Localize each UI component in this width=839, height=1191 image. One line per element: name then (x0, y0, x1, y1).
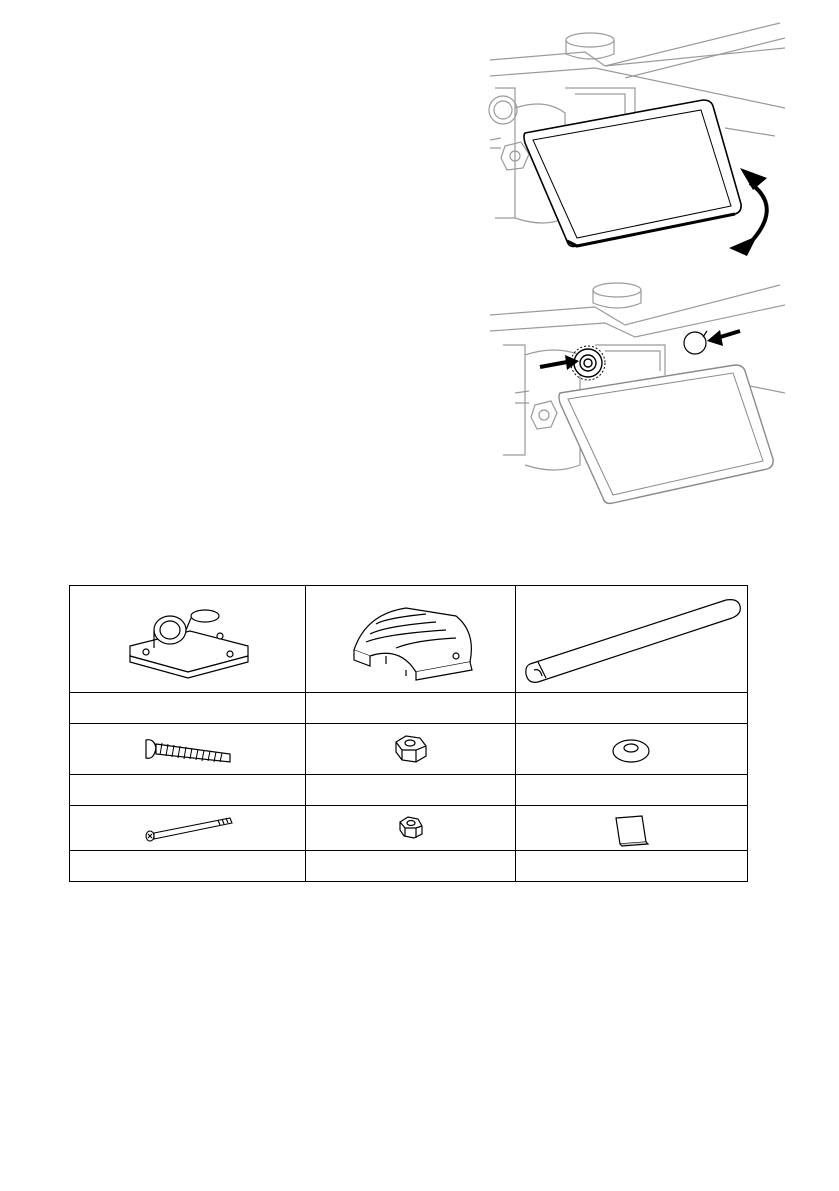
mounting-base-part (70, 586, 306, 693)
part-label (306, 693, 516, 724)
parts-image-row (70, 806, 748, 851)
parts-label-row (70, 693, 748, 724)
pad-part (516, 806, 748, 851)
parts-label-row (70, 851, 748, 882)
hex-nut-part (306, 724, 516, 775)
display-tilt-illustration (485, 18, 785, 266)
parts-image-row (70, 586, 748, 693)
clamp-cover-part (306, 586, 516, 693)
parts-table (69, 585, 748, 882)
part-label (306, 851, 516, 882)
part-label (70, 693, 306, 724)
tilt-arrow-icon (747, 183, 767, 246)
part-label (516, 851, 748, 882)
carriage-bolt-part (70, 724, 306, 775)
part-label (516, 775, 748, 806)
knob-adjust-illustration (485, 275, 785, 515)
washer-part (516, 724, 748, 775)
part-label (306, 775, 516, 806)
part-label (70, 851, 306, 882)
part-label (70, 775, 306, 806)
part-label (516, 693, 748, 724)
machine-screw-part (70, 806, 306, 851)
parts-label-row (70, 775, 748, 806)
rod-part (516, 586, 748, 693)
parts-image-row (70, 724, 748, 775)
small-nut-part (306, 806, 516, 851)
